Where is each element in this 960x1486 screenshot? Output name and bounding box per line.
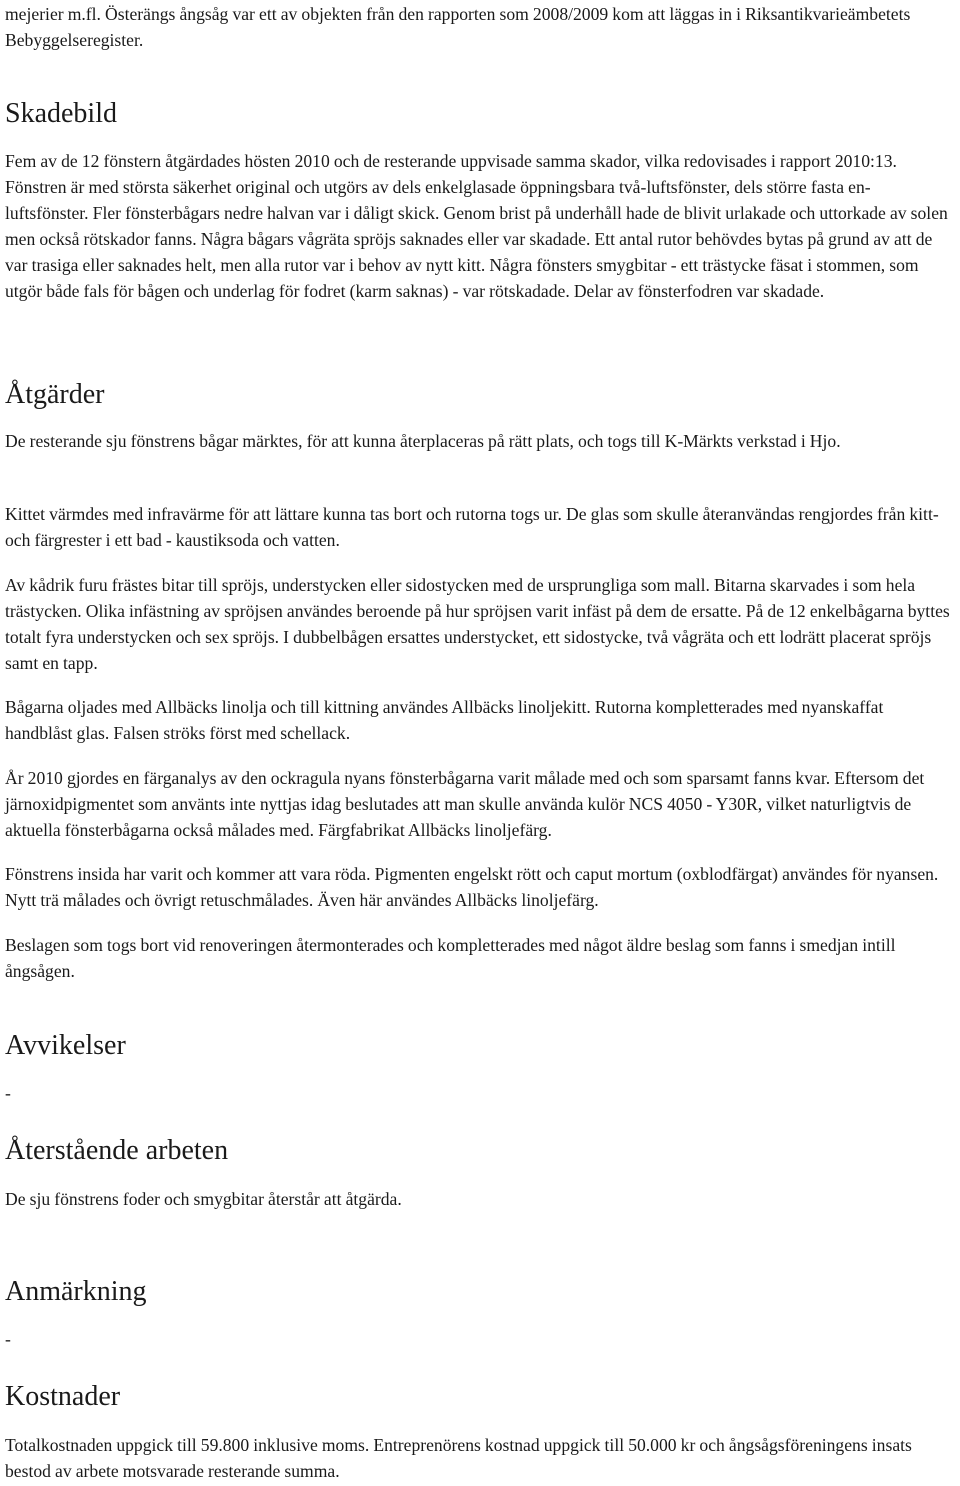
skadebild-paragraph: Fem av de 12 fönstern åtgärdades hösten 2010 och de resterande uppvisade samma skador, vilka redovisades i rapport 2010:13. Fönstren är med största säkerhet original och utgörs av dels enkelglasade öppningsbara två-luftsfönster, dels större fasta en-luftsfönster. Fler fönsterbågars nedre halvan var i dåligt skick. Genom brist på underhåll hade de blivit urlakade och uttorkade av solen men också rötskador fanns. Några bågars vågräta spröjs saknades eller var skadade. Ett antal rutor behövdes bytas på grund av att de var trasiga eller saknades helt, men alla rutor var i behov av nytt kitt. Några fönsters smygbitar - ett trästycke fäsat i stommen, som utgör både fals för bågen och underlag för fodret (karm saknas) - var rötskadade. Delar av fönsterfodren var skadade. bbox=[5, 151, 948, 301]
atgarder-paragraph-2: Kittet värmdes med infravärme för att lättare kunna tas bort och rutorna togs ur. De glas som skulle återanvändas rengjordes från kitt- och färgrester i ett bad - kaustiksoda och vatten. bbox=[5, 504, 939, 550]
aterstaende-heading: Återstående arbeten bbox=[5, 1135, 229, 1166]
avvikelser-heading: Avvikelser bbox=[5, 1030, 126, 1061]
skadebild-heading: Skadebild bbox=[5, 98, 117, 129]
kostnader-paragraph: Totalkostnaden uppgick till 59.800 inklusive moms. Entreprenörens kostnad uppgick till 50.000 kr och ångsågsföreningens insats bestod av arbete motsvarade resterande summa. bbox=[5, 1435, 912, 1481]
anmarkning-heading: Anmärkning bbox=[5, 1276, 147, 1307]
atgarder-paragraph-1: De resterande sju fönstrens bågar märktes, för att kunna återplaceras på rätt plats, och togs till K-Märkts verkstad i Hjo. bbox=[5, 431, 841, 451]
atgarder-paragraph-7: Beslagen som togs bort vid renoveringen återmonterades och kompletterades med något äldre beslag som fanns i smedjan intill ångsågen. bbox=[5, 935, 896, 981]
kostnader-heading: Kostnader bbox=[5, 1381, 121, 1412]
atgarder-paragraph-3: Av kådrik furu frästes bitar till spröjs, understycken eller sidostycken med de ursprungliga som mall. Bitarna skarvades i som hela trästycken. Olika infästning av spröjsen användes beroende på hur spröjsen varit infäst på dem de ersatte. På de 12 enkelbågarna byttes totalt fyra understycken och sex spröjs. I dubbelbågen ersattes understycket, ett sidostycke, två vågräta och ett lodrätt placerat spröjs samt en tapp. bbox=[5, 575, 950, 673]
anmarkning-content: - bbox=[5, 1329, 11, 1349]
atgarder-paragraph-6: Fönstrens insida har varit och kommer att vara röda. Pigmenten engelskt rött och caput mortum (oxblodfärgat) användes för nyansen. Nytt trä målades och övrigt retuschmålades. Även här användes Allbäcks linoljefärg. bbox=[5, 864, 939, 910]
avvikelser-content: - bbox=[5, 1083, 11, 1103]
atgarder-heading: Åtgärder bbox=[5, 379, 105, 410]
intro-paragraph: mejerier m.fl. Österängs ångsåg var ett av objekten från den rapporten som 2008/2009 kom att läggas in i Riksantikvarieämbetets Bebyggelseregister. bbox=[5, 4, 911, 50]
aterstaende-paragraph: De sju fönstrens foder och smygbitar återstår att åtgärda. bbox=[5, 1189, 402, 1209]
atgarder-paragraph-5: År 2010 gjordes en färganalys av den ockragula nyans fönsterbågarna varit målade med och som sparsamt fanns kvar. Eftersom det järnoxidpigmentet som använts inte nyttjas idag beslutades att man skulle använda kulör NCS 4050 - Y30R, vilket naturligtvis de aktuella fönsterbågarna också målades med. Färgfabrikat Allbäcks linoljefärg. bbox=[5, 768, 925, 840]
atgarder-paragraph-4: Bågarna oljades med Allbäcks linolja och till kittning användes Allbäcks linoljekitt. Rutorna kompletterades med nyanskaffat handblåst glas. Falsen ströks först med schellack. bbox=[5, 697, 884, 743]
